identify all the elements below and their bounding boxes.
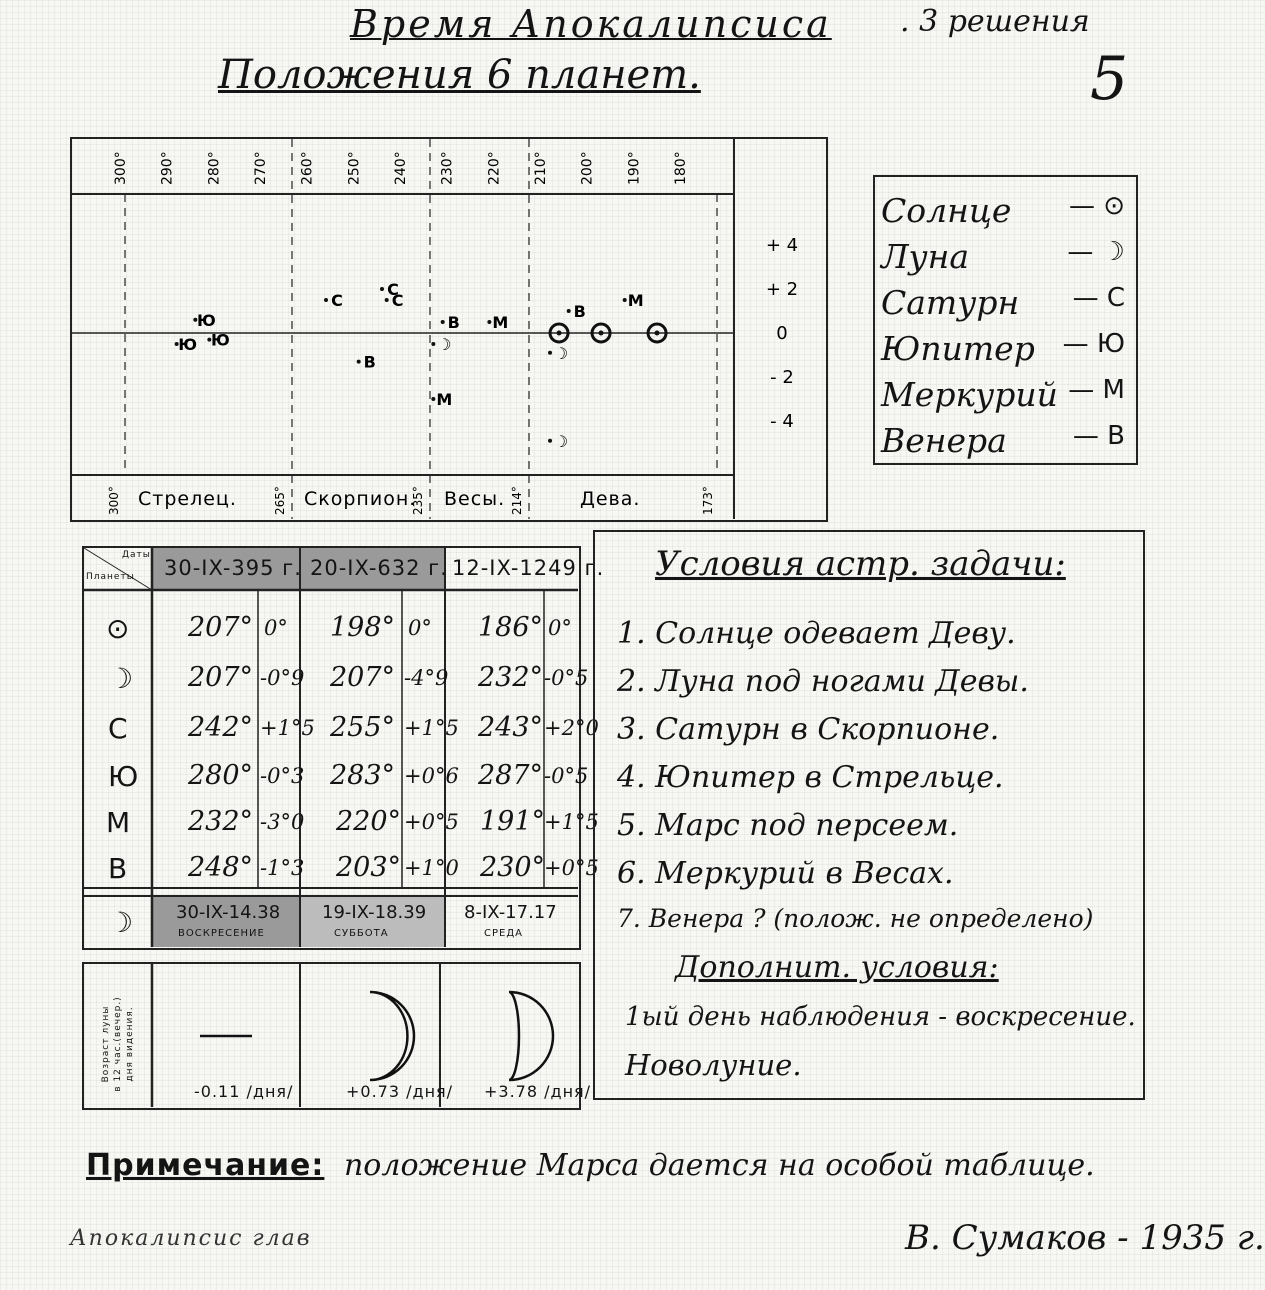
moon-age-label-line: Возраст луны: [101, 1005, 111, 1083]
latitude-cell: -0°3: [260, 764, 305, 788]
top-tick-label: 240°: [393, 151, 410, 185]
legend-item: [881, 283, 1131, 329]
planet-data-table: [82, 546, 605, 950]
longitude-cell: 280°: [188, 760, 254, 791]
latitude-cell: +2°0: [544, 716, 599, 740]
legend-name: Юпитер: [881, 329, 1035, 368]
latitude-tick-label: - 2: [770, 367, 794, 388]
top-tick-label: 260°: [299, 151, 316, 185]
condition-item: 1. Солнце одевает Деву.: [617, 616, 1016, 651]
boundary-label: 265°: [273, 486, 287, 515]
latitude-cell: +0°5: [404, 810, 459, 834]
longitude-cell: 198°: [330, 612, 396, 643]
longitude-cell: 242°: [188, 712, 254, 743]
new-moon-weekday: ВОСКРЕСЕНИЕ: [178, 928, 265, 939]
moon-symbol-icon: — ☽: [1067, 237, 1125, 267]
top-tick-label: 180°: [673, 151, 690, 185]
moon-symbol-icon: ☽: [108, 906, 134, 939]
additional-condition: Новолуние.: [625, 1048, 802, 1082]
legend-name: Луна: [881, 237, 970, 276]
boundary-label: 173°: [701, 486, 715, 515]
date-header: 12-IX-1249 г.: [452, 556, 605, 580]
top-tick-label: 190°: [626, 151, 643, 185]
latitude-cell: +0°5: [544, 856, 599, 880]
legend-name: Меркурий: [881, 375, 1058, 414]
boundary-label: 235°: [411, 486, 425, 515]
moon-marker-dot: [548, 351, 552, 355]
additional-condition: 1ый день наблюдения - воскресение.: [625, 1002, 1136, 1032]
sun-symbol-icon: — ⊙: [1068, 191, 1125, 221]
longitude-cell: 186°: [478, 612, 544, 643]
document-title: Время Апокалипсиса: [350, 2, 832, 46]
latitude-tick-label: 0: [776, 323, 788, 344]
chart-canvas: [72, 139, 825, 519]
new-moon-weekday: СУББОТА: [334, 928, 389, 939]
moon-marker-dot: [548, 439, 552, 443]
moon-age-label-line: дня видения.: [125, 1006, 135, 1082]
moon-age-value: +0.73 /дня/: [346, 1082, 454, 1101]
latitude-cell: -0°9: [260, 666, 305, 690]
venus-marker-dot: [357, 360, 361, 364]
latitude-cell: -4°9: [404, 666, 449, 690]
top-tick-label: 210°: [533, 151, 550, 185]
condition-item: 4. Юпитер в Стрельце.: [617, 760, 1004, 795]
latitude-cell: -3°0: [260, 810, 305, 834]
venus-marker: В: [573, 302, 586, 321]
legend-item: [881, 237, 1131, 283]
planet-markers: [175, 280, 666, 451]
longitude-cell: 287°: [478, 760, 544, 791]
longitude-cell: 230°: [480, 852, 546, 883]
latitude-cell: 0°: [408, 616, 432, 640]
venus-marker: В: [447, 313, 460, 332]
top-tick-label: 220°: [486, 151, 503, 185]
planet-position-chart: [70, 137, 828, 522]
title-note: . 3 решения: [900, 4, 1090, 39]
venus-symbol: В: [108, 852, 128, 885]
moon-age-label-line: в 12 час.(вечер.): [113, 996, 123, 1092]
saturn-symbol: — С: [1072, 283, 1125, 313]
saturn-symbol: С: [108, 712, 128, 745]
longitude-cell: 191°: [480, 806, 546, 837]
moon-phase-drawings: [200, 992, 553, 1080]
moon-marker: ☽: [553, 343, 569, 363]
moon-age-panel: [82, 962, 592, 1110]
new-moon-weekday: СРЕДА: [484, 928, 523, 939]
sun-marker-dot: [557, 331, 562, 336]
latitude-tick-labels: [766, 235, 798, 432]
longitude-cell: 283°: [330, 760, 396, 791]
legend-name: Сатурн: [881, 283, 1020, 322]
conditions-title: Условия астр. задачи:: [655, 544, 1066, 584]
longitude-cell: 207°: [188, 612, 254, 643]
moon-symbol-icon: ☽: [108, 662, 134, 695]
corner-dates: Даты: [122, 550, 151, 560]
legend-name: Солнце: [881, 191, 1012, 230]
note-text: положение Марса дается на особой таблице.: [343, 1148, 1095, 1183]
condition-item: 3. Сатурн в Скорпионе.: [617, 712, 1000, 747]
mercury-marker: М: [627, 291, 644, 310]
mercury-marker: М: [436, 390, 453, 409]
venus-marker: В: [363, 352, 376, 372]
sun-symbol-icon: ⊙: [106, 612, 130, 645]
date-header: 20-IX-632 г.: [310, 556, 448, 580]
crescent-moon-drawing: [509, 992, 553, 1080]
conditions-panel: [593, 530, 1145, 1100]
top-tick-label: 250°: [346, 151, 363, 185]
jupiter-marker: Ю: [210, 330, 230, 350]
latitude-cell: 0°: [264, 616, 288, 640]
longitude-cell: 232°: [188, 806, 254, 837]
new-moon-date: 8-IX-17.17: [464, 902, 557, 923]
top-tick-label: 200°: [579, 151, 596, 185]
mercury-symbol: — М: [1068, 375, 1125, 405]
longitude-cell: 255°: [330, 712, 396, 743]
crescent-moon-drawing: [370, 992, 414, 1080]
top-tick-labels: [113, 151, 689, 185]
moon-marker: ☽: [437, 335, 452, 354]
saturn-marker: С: [387, 280, 399, 299]
legend-item: [881, 421, 1131, 467]
latitude-cell: +1°5: [544, 810, 599, 834]
jupiter-symbol: Ю: [108, 760, 139, 793]
zodiac-sign-label: Дева.: [580, 488, 641, 510]
jupiter-symbol: — Ю: [1062, 329, 1125, 359]
longitude-cell: 248°: [188, 852, 254, 883]
latitude-tick-label: - 4: [770, 411, 794, 432]
condition-item: 7. Венера ? (полож. не определено): [617, 904, 1094, 933]
mercury-symbol: М: [106, 806, 131, 839]
longitude-cell: 207°: [330, 662, 396, 693]
moon-marker-dot: [431, 342, 435, 346]
pencil-annotation: Апокалипсис глав: [70, 1226, 312, 1251]
table-grid: [84, 548, 578, 947]
footnote: [86, 1148, 1095, 1183]
latitude-cell: +1°5: [260, 716, 315, 740]
legend-item: [881, 375, 1131, 421]
legend-item: [881, 191, 1131, 237]
saturn-marker-dot: [324, 298, 328, 302]
latitude-cell: -0°5: [544, 764, 589, 788]
note-label: Примечание:: [86, 1148, 325, 1183]
sun-marker-dot: [599, 331, 604, 336]
new-moon-date: 30-IX-14.38: [176, 902, 281, 923]
sun-marker-dot: [655, 331, 660, 336]
condition-item: 6. Меркурий в Весах.: [617, 856, 954, 891]
longitude-cell: 220°: [336, 806, 402, 837]
moon-age-label: [100, 954, 136, 1134]
latitude-tick-label: + 4: [765, 235, 799, 256]
latitude-cell: 0°: [548, 616, 572, 640]
saturn-marker: С: [391, 291, 404, 310]
additional-conditions-title: Дополнит. условия:: [675, 950, 999, 985]
longitude-cell: 232°: [478, 662, 544, 693]
latitude-cell: -1°3: [260, 856, 305, 880]
zodiac-sign-label: Весы.: [444, 488, 506, 510]
latitude-cell: +1°5: [404, 716, 459, 740]
longitude-cell: 243°: [478, 712, 544, 743]
top-tick-label: 230°: [439, 151, 456, 185]
latitude-cell: +0°6: [404, 764, 459, 788]
boundary-label: 214°: [510, 486, 524, 515]
author-signature: В. Сумаков - 1935 г.: [905, 1218, 1265, 1258]
latitude-tick-label: + 2: [765, 279, 799, 300]
mercury-marker-dot: [487, 320, 491, 324]
top-tick-label: 300°: [113, 151, 129, 185]
top-tick-label: 290°: [159, 151, 176, 185]
mercury-marker: М: [492, 313, 509, 332]
longitude-cell: 203°: [336, 852, 402, 883]
new-moon-date: 19-IX-18.39: [322, 902, 427, 923]
top-tick-label: 270°: [253, 151, 270, 185]
mercury-marker-dot: [623, 298, 627, 302]
latitude-cell: +1°0: [404, 856, 459, 880]
zodiac-sign-label: Скорпион.: [304, 488, 417, 510]
moon-age-value: -0.11 /дня/: [194, 1082, 294, 1101]
saturn-marker: С: [331, 291, 343, 310]
legend-item: [881, 329, 1131, 375]
jupiter-marker: Ю: [196, 310, 216, 330]
page-number: 5: [1090, 44, 1129, 114]
legend-name: Венера: [881, 421, 1007, 460]
condition-item: 2. Луна под ногами Девы.: [617, 664, 1029, 699]
saturn-marker-dot: [380, 287, 384, 291]
corner-planets: Планеты: [86, 572, 135, 582]
zodiac-labels: [138, 488, 640, 510]
condition-item: 5. Марс под персеем.: [617, 808, 959, 843]
top-tick-label: 280°: [206, 151, 223, 185]
legend: [873, 175, 1138, 465]
boundary-label: 300°: [107, 486, 121, 515]
venus-marker-dot: [441, 320, 445, 324]
latitude-cell: -0°5: [544, 666, 589, 690]
zodiac-sign-label: Стрелец.: [138, 488, 237, 510]
mercury-marker-dot: [431, 397, 435, 401]
venus-symbol: — В: [1072, 421, 1125, 451]
moon-marker: ☽: [553, 431, 569, 451]
longitude-cell: 207°: [188, 662, 254, 693]
page-subtitle: Положения 6 планет.: [218, 52, 701, 98]
jupiter-marker: Ю: [178, 335, 198, 354]
venus-marker-dot: [567, 309, 571, 313]
date-header: 30-IX-395 г.: [164, 556, 302, 580]
moon-age-value: +3.78 /дня/: [484, 1082, 592, 1101]
